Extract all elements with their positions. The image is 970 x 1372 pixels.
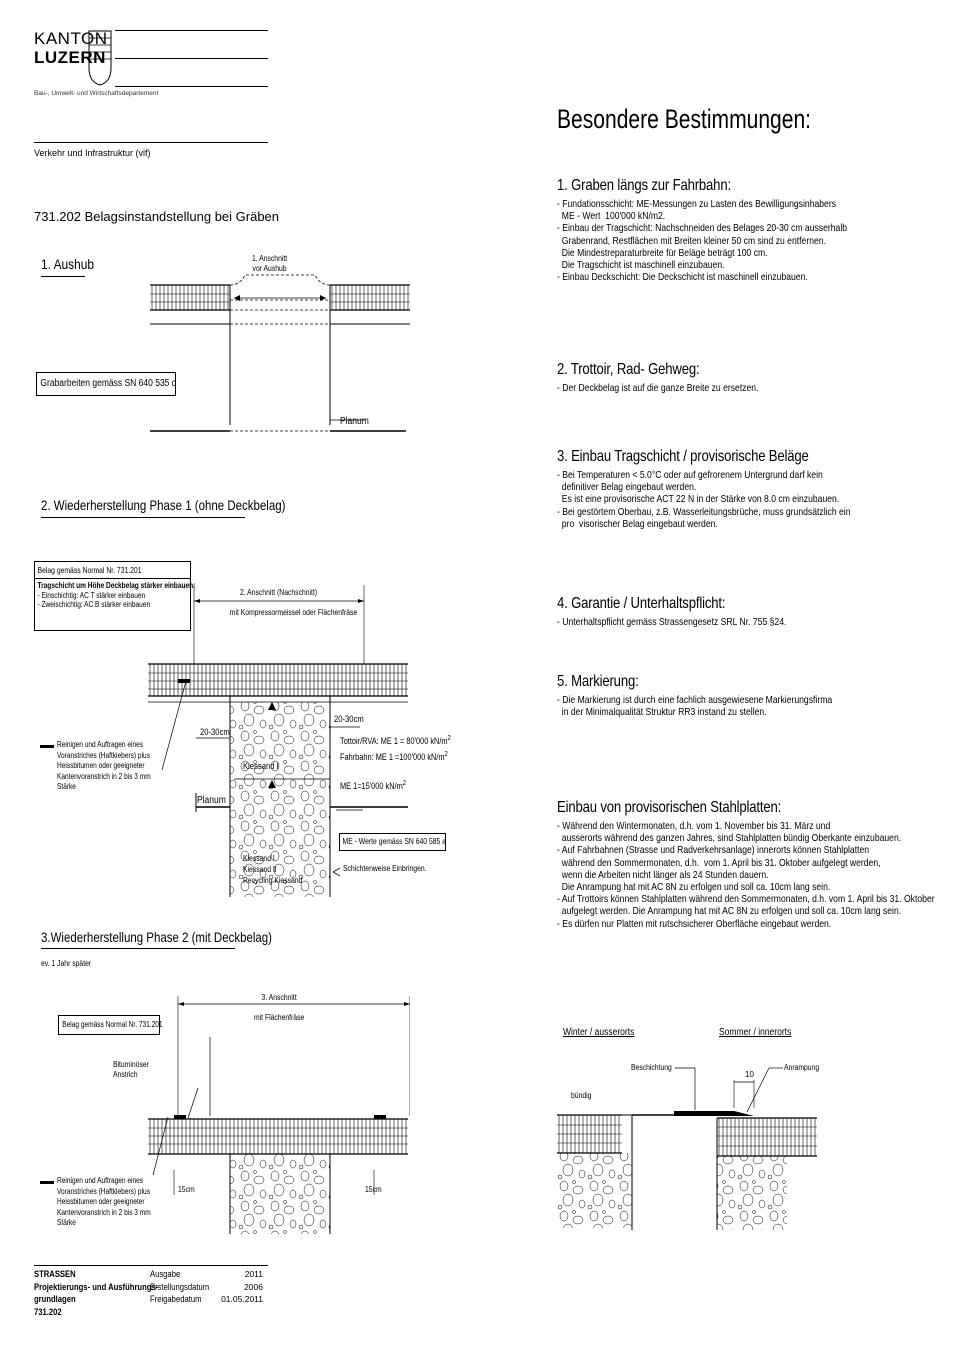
belag-box-phase1: Belag gemäss Normal Nr. 731.201 Tragschicht um Höhe Deckbelag stärker einbauen: - Einschichtig: AC T stärker einbauen - Zweischichtig: AC B stärker einbauen <box>34 561 191 631</box>
coat-of-arms-icon <box>88 30 112 86</box>
me-value-base: ME 1=15'000 $kN/m^2$ <box>340 780 406 791</box>
rule-section-3: 3. Einbau Tragschicht / provisorische Beläge - Bei Temperaturen < 5.0°C oder auf gefrorenem Untergrund darf kein definitiver Belag eingebaut werden. Es ist eine provisorische ACT 22 N in der Stärke von 8.0 cm einzubauen. - Bei gestörtem Oberbau, z.B. Wasserleitungsbrüche, muss grundsätzlich ein pro visorischer Belag eingebaut werden. <box>557 448 851 530</box>
fill-material-list: Kiessand I Kiessand II Recycling Kiessand <box>243 854 303 885</box>
rule-section-5: 5. Markierung: - Die Markierung ist durch eine fachlich ausgewiesene Markierungsfirma in der Minimalqualität Struktur RR3 instand zu stellen. <box>557 673 833 719</box>
document-title: 731.202 Belagsinstandstellung bei Gräben <box>34 209 280 224</box>
me-value-fahrbahn: Fahrbahn: ME 1 =100'000 $kN/m^2$ <box>340 751 448 762</box>
ten-label: 10 <box>745 1070 754 1079</box>
rule-section-2: 2. Trottoir, Rad- Gehweg: - Der Deckbelag ist auf die ganze Breite zu ersetzen. <box>557 361 759 394</box>
header-rule <box>115 86 268 87</box>
legend-swatch-2 <box>40 1181 54 1184</box>
width-15cm-right: 15cm <box>365 1185 382 1194</box>
header-rule <box>115 30 268 31</box>
cut-1-label: 1. Anschnitt vor Aushub <box>252 254 288 273</box>
layer-note: Schichtenweise Einbringen. <box>343 864 427 873</box>
legend-text-2: Reinigen und Auftragen eines Voranstriches (Haftklebers) plus Heissbitumen oder geeigneter Kantenvoranstrich in 2 bis 3 mm Stärke <box>57 1176 151 1227</box>
width-label-right: 20-30cm <box>334 714 364 724</box>
unit-rule <box>34 142 268 143</box>
section-1-underline <box>41 276 85 277</box>
width-15cm-left: 15cm <box>178 1185 195 1194</box>
besondere-title: Besondere Bestimmungen: <box>557 104 812 134</box>
section-1-title: 1. Aushub <box>41 256 94 272</box>
footer-col-2: Ausgabe Erstellungsdatum Freigabedatum <box>150 1269 210 1304</box>
buendig-label: bündig <box>571 1091 592 1100</box>
aushub-diagram <box>150 250 410 440</box>
winter-label: Winter / ausserorts <box>563 1027 635 1038</box>
rule-section-1: 1. Graben längs zur Fahrbahn: - Fundationsschicht: ME-Messungen zu Lasten des Bewilligungsinhabers ME - Wert 100'000 kN/m2. - Einbau der Tragschicht: Nachschneiden des Belages 20-30 cm ausserhalb Grabenrand, Restflächen mit Breiten kleiner 50 cm sind zu entfernen. Die Mindestreparaturbreite für Beläge beträgt 100 cm. Die Tragschicht ist maschinell einzubauen. - Einbau Deckschicht: Die Deckschicht ist maschinell einzubauen. <box>557 177 848 284</box>
cut-3-label: 3. Anschnitt mit Flächenfräse <box>254 993 305 1022</box>
unit-name: Verkehr und Infrastruktur (vif) <box>34 148 151 158</box>
belag-box-phase2: Belag gemäss Normal Nr. 731.201 <box>58 1015 160 1035</box>
section-3-subtitle: ev. 1 Jahr später <box>41 959 92 968</box>
header-rule <box>115 58 268 59</box>
department-name: Bau-, Umwelt- und Wirtschaftsdepartement <box>34 90 159 97</box>
kiessand-label: Kiessand I <box>243 761 279 771</box>
rule-section-stahlplatten: Einbau von provisorischen Stahlplatten: - Während den Wintermonaten, d.h. vom 1. November bis 31. März und ausserorts während des ganzen Jahres, sind Stahlplatten bündig Oberkante einzubauen. - Auf Fahrbahnen (Strasse und Radverkehrsanlage) innerorts können Stahlplatten während den Sommermonaten, d.h. vom 1. April bis 31. Oktober aufgelegt werden, wenn die Arbeiten nicht länger als 24 Stunden dauern. Die Anrampung hat mit AC 8N zu erfolgen und soll ca. 10cm lang sein. - Auf Trottoirs können Stahlplatten während den Sommermonaten, d.h. vom 1. April bis 31. Oktober aufgelegt werden. Die Anrampung hat mit AC 8N zu erfolgen und soll ca. 10cm lang sein. - Es dürfen nur Platten mit rutschsicherer Oberfläche eingebaut werden. <box>557 799 935 930</box>
section-2-title: 2. Wiederherstellung Phase 1 (ohne Deckbelag) <box>41 497 286 513</box>
beschichtung-label: Beschichtung <box>631 1063 672 1072</box>
cut-2-label: 2. Anschnitt (Nachschnitt) mit Kompressormeissel oder Flächenfräse <box>229 588 358 617</box>
legend-text-1: Reinigen und Auftragen eines Voranstriches (Haftkiebers) plus Heissbitumen oder geeigneter Kantenvoranstrich in 2 bis 3 mm Stärke <box>57 740 151 791</box>
kanton-logo <box>34 30 108 68</box>
planum-label-2: Planum <box>197 795 226 806</box>
footer-rule <box>34 1265 268 1266</box>
me-value-trottoir: Tottoir/RVA: ME 1 = 80'000 $kN/m^2$ <box>340 735 451 746</box>
logo-luzern-text: LUZERN <box>34 48 106 67</box>
me-norm-box: ME - Werte gemäss SN 640 585 a <box>339 833 446 851</box>
sommer-label: Sommer / innerorts <box>719 1027 792 1038</box>
section-2-underline <box>41 517 245 518</box>
footer-col-1: STRASSEN Projektierungs- und Ausführungs- grundlagen 731.202 <box>34 1269 159 1317</box>
section-3-title: 3.Wiederherstellung Phase 2 (mit Deckbelag) <box>41 929 272 945</box>
width-label-left: 20-30cm <box>200 727 230 737</box>
stahlplatten-diagram <box>557 1060 820 1235</box>
legend-swatch <box>40 745 54 748</box>
logo-kanton-text: KANTON <box>34 29 108 48</box>
planum-label-1: Planum <box>340 416 369 427</box>
section-3-underline <box>41 948 235 949</box>
rule-section-4: 4. Garantie / Unterhaltspflicht: - Unterhaltspflicht gemäss Strassengesetz SRL Nr. 755 §24. <box>557 595 787 628</box>
bitumen-label: Bituminöser Anstrich <box>113 1060 149 1079</box>
footer-col-3: 2011 2006 01.05.2011 <box>221 1269 263 1304</box>
anrampung-label: Anrampung <box>784 1063 820 1072</box>
grabarbeiten-box: Grabarbeiten gemäss SN 640 535 c <box>36 372 176 396</box>
